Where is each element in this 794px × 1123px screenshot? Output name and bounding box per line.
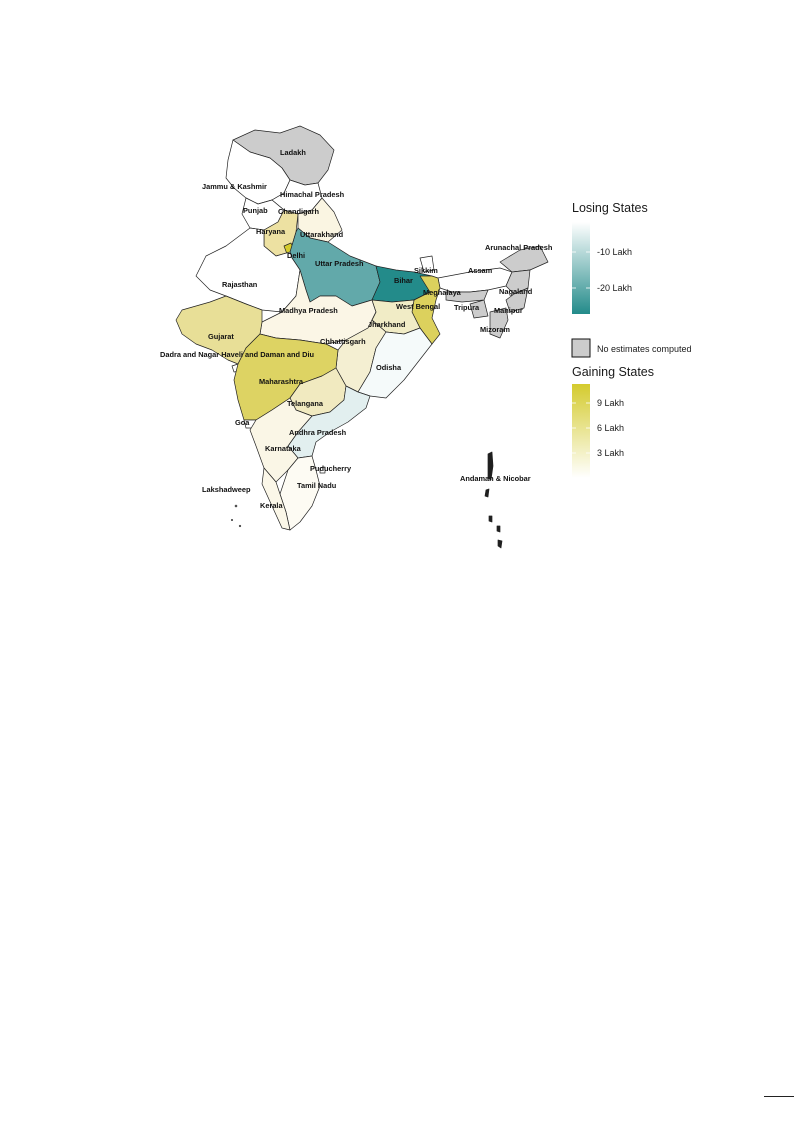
label-dnh-dd: Dadra and Nagar Haveli and Daman and Diu <box>160 350 315 359</box>
label-mizoram: Mizoram <box>480 325 510 334</box>
label-bihar: Bihar <box>394 276 413 285</box>
label-uttar-pradesh: Uttar Pradesh <box>315 259 364 268</box>
legend-gaining-colorbar <box>572 384 590 478</box>
label-sikkim: Sikkim <box>414 266 438 275</box>
state-lakshadweep <box>231 505 241 527</box>
label-himachal-pradesh: Himachal Pradesh <box>280 190 345 199</box>
label-nagaland: Nagaland <box>499 287 533 296</box>
label-kerala: Kerala <box>260 501 283 510</box>
legend-gaining-tick-2: 3 Lakh <box>597 448 625 458</box>
legend-losing-tick-0: -10 Lakh <box>597 247 633 257</box>
label-meghalaya: Meghalaya <box>423 288 461 297</box>
label-goa: Goa <box>235 418 250 427</box>
label-chhattisgarh: Chhattisgarh <box>320 337 366 346</box>
label-uttarakhand: Uttarakhand <box>300 230 344 239</box>
label-manipur: Manipur <box>494 306 523 315</box>
legend-losing-colorbar <box>572 222 590 314</box>
label-punjab: Punjab <box>243 206 268 215</box>
label-andaman-nicobar: Andaman & Nicobar <box>460 474 531 483</box>
legend-losing-tick-1: -20 Lakh <box>597 283 633 293</box>
label-tripura: Tripura <box>454 303 480 312</box>
label-arunachal-pradesh: Arunachal Pradesh <box>485 243 553 252</box>
label-jharkhand: Jharkhand <box>368 320 406 329</box>
label-west-bengal: West Bengal <box>396 302 441 311</box>
label-odisha: Odisha <box>376 363 402 372</box>
state-andaman-nicobar <box>485 452 502 548</box>
map-legend <box>572 201 692 478</box>
legend-no-estimates-swatch <box>572 339 590 357</box>
label-haryana: Haryana <box>256 227 286 236</box>
label-lakshadweep: Lakshadweep <box>202 485 251 494</box>
legend-gaining-tick-1: 6 Lakh <box>597 423 625 433</box>
label-puducherry: Puducherry <box>310 464 352 473</box>
label-maharashtra: Maharashtra <box>259 377 303 386</box>
label-karnataka: Karnataka <box>265 444 301 453</box>
label-madhya-pradesh: Madhya Pradesh <box>279 306 338 315</box>
label-chandigarh: Chandigarh <box>278 207 320 216</box>
page-footer-rule <box>764 1096 794 1097</box>
label-tamil-nadu: Tamil Nadu <box>297 481 337 490</box>
label-rajasthan: Rajasthan <box>222 280 258 289</box>
label-andhra-pradesh: Andhra Pradesh <box>289 428 347 437</box>
label-telangana: Telangana <box>287 399 324 408</box>
label-delhi: Delhi <box>287 251 306 260</box>
legend-losing-title: Losing States <box>572 201 648 215</box>
label-gujarat: Gujarat <box>208 332 234 341</box>
label-assam: Assam <box>468 266 493 275</box>
legend-gaining-title: Gaining States <box>572 365 654 379</box>
label-jammu-kashmir: Jammu & Kashmir <box>202 182 267 191</box>
legend-no-estimates-label: No estimates computed <box>597 344 692 354</box>
label-ladakh: Ladakh <box>280 148 306 157</box>
legend-gaining-tick-0: 9 Lakh <box>597 398 625 408</box>
